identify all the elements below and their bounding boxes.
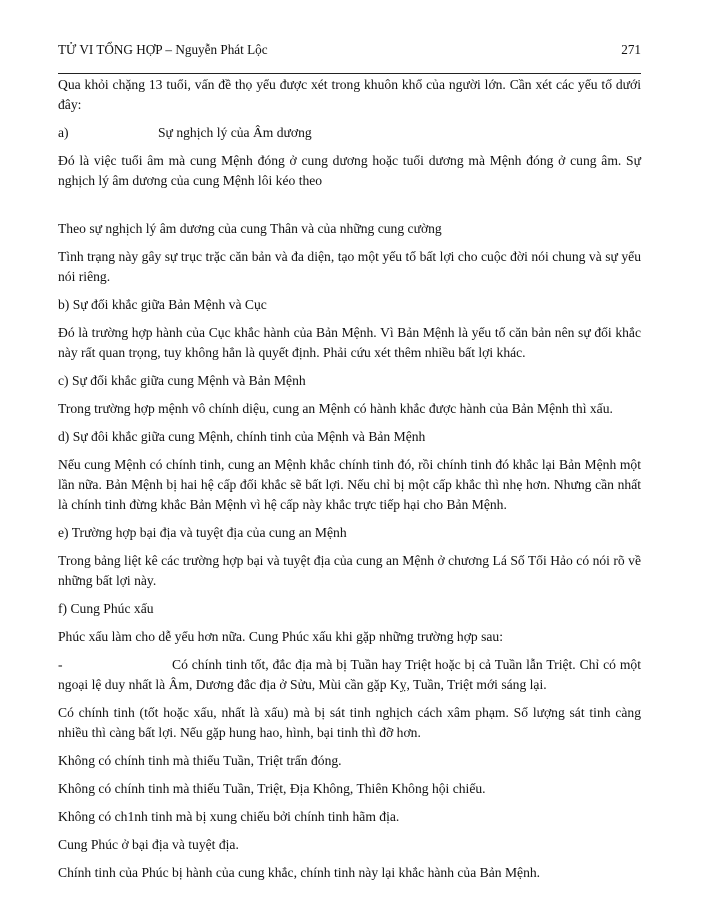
section-a-paragraph-1: Đó là việc tuổi âm mà cung Mệnh đóng ở cung dương hoặc tuổi dương mà Mệnh đóng ở cung âm. Sự nghịch lý âm dương của cung Mệnh lôi kéo theo [58,153,641,188]
section-f-item-2: Có chính tinh (tốt hoặc xấu, nhất là xấu) mà bị sát tinh nghịch cách xâm phạm. Số lượng sát tinh càng nhiều thì càng bất lợi. Nếu gặp hung hao, hình, bại tinh thì đỡ hơn. [58,705,641,740]
section-a-marker: a) [58,125,69,140]
section-a-paragraph-2: Theo sự nghịch lý âm dương của cung Thân và của những cung cường [58,221,442,236]
section-c-paragraph: Trong trường hợp mệnh vô chính diệu, cung an Mệnh có hành khắc được hành của Bản Mệnh thì xấu. [58,401,613,416]
bullet-dash: - [58,657,63,672]
intro-paragraph: Qua khỏi chặng 13 tuổi, vấn đề thọ yểu được xét trong khuôn khổ của người lớn. Cần xét các yếu tố dưới đây: [58,77,641,112]
section-f-item-3: Không có chính tinh mà thiếu Tuần, Triệt trấn đóng. [58,753,342,768]
header-title: TỬ VI TỔNG HỢP – Nguyễn Phát Lộc [58,42,268,57]
section-a-title: Sự nghịch lý của Âm dương [158,125,312,140]
section-f-heading: f) Cung Phúc xấu [58,601,154,616]
section-f-item-6: Cung Phúc ở bại địa và tuyệt địa. [58,837,239,852]
section-f-item-5: Không có ch1nh tinh mà bị xung chiếu bởi chính tinh hãm địa. [58,809,400,824]
section-b-paragraph: Đó là trường hợp hành của Cục khắc hành của Bản Mệnh. Vì Bản Mệnh là yếu tố căn bản nên sự đối khắc này rất quan trọng, tuy không hẳn là quyết định. Phải cứu xét thêm nhiều bất lợi khác. [58,325,641,360]
section-d-heading: d) Sự đôi khắc giữa cung Mệnh, chính tinh của Mệnh và Bản Mệnh [58,429,426,444]
section-f-paragraph: Phúc xấu làm cho dễ yểu hơn nữa. Cung Phúc xấu khi gặp những trường hợp sau: [58,629,503,644]
section-f-item-1 [58,655,641,695]
section-e-paragraph: Trong bảng liệt kê các trường hợp bại và tuyệt địa của cung an Mệnh ở chương Lá Số Tối Hảo có nói rõ về những bất lợi này. [58,553,641,588]
section-f-item-7: Chính tinh của Phúc bị hành của cung khắc, chính tinh này lại khắc hành của Bản Mệnh. [58,865,541,880]
section-f-item-1-text: Có chính tinh tốt, đắc địa mà bị Tuần hay Triệt hoặc bị cả Tuần lẫn Triệt. Chỉ có một ngoại lệ duy nhất là Âm, Dương đắc địa ở Sửu, Mùi cần gặp Kỵ, Tuần, Triệt mới sáng lại. [58,657,641,692]
section-e-heading: e) Trường hợp bại địa và tuyệt địa của cung an Mệnh [58,525,347,540]
section-f-item-4: Không có chính tinh mà thiếu Tuần, Triệt, Địa Không, Thiên Không hội chiếu. [58,781,486,796]
section-d-paragraph: Nếu cung Mệnh có chính tinh, cung an Mệnh khắc chính tinh đó, rồi chính tinh đó khắc lại Bản Mệnh một lần nữa. Bản Mệnh bị hai hệ cấp đối khắc sẽ bất lợi. Nếu chỉ bị một cấp khắc thì nhẹ hơn. Nhưng cần nhất là chính tinh đừng khắc Bản Mệnh vì hệ cấp này khắc trực tiếp hại cho Bản Mệnh. [58,457,641,512]
section-b-heading: b) Sự đối khắc giữa Bản Mệnh và Cục [58,297,267,312]
section-a-paragraph-3: Tình trạng này gây sự trục trặc căn bản và đa diện, tạo một yếu tố bất lợi cho cuộc đời nói chung và sự yểu nói riêng. [58,249,641,284]
page-number: 271 [621,42,641,57]
spacer [58,199,641,219]
running-header [58,41,641,59]
section-c-heading: c) Sự đối khắc giữa cung Mệnh và Bản Mệnh [58,373,306,388]
body-text [58,75,641,891]
header-rule [58,73,641,74]
section-a-heading [58,123,641,143]
